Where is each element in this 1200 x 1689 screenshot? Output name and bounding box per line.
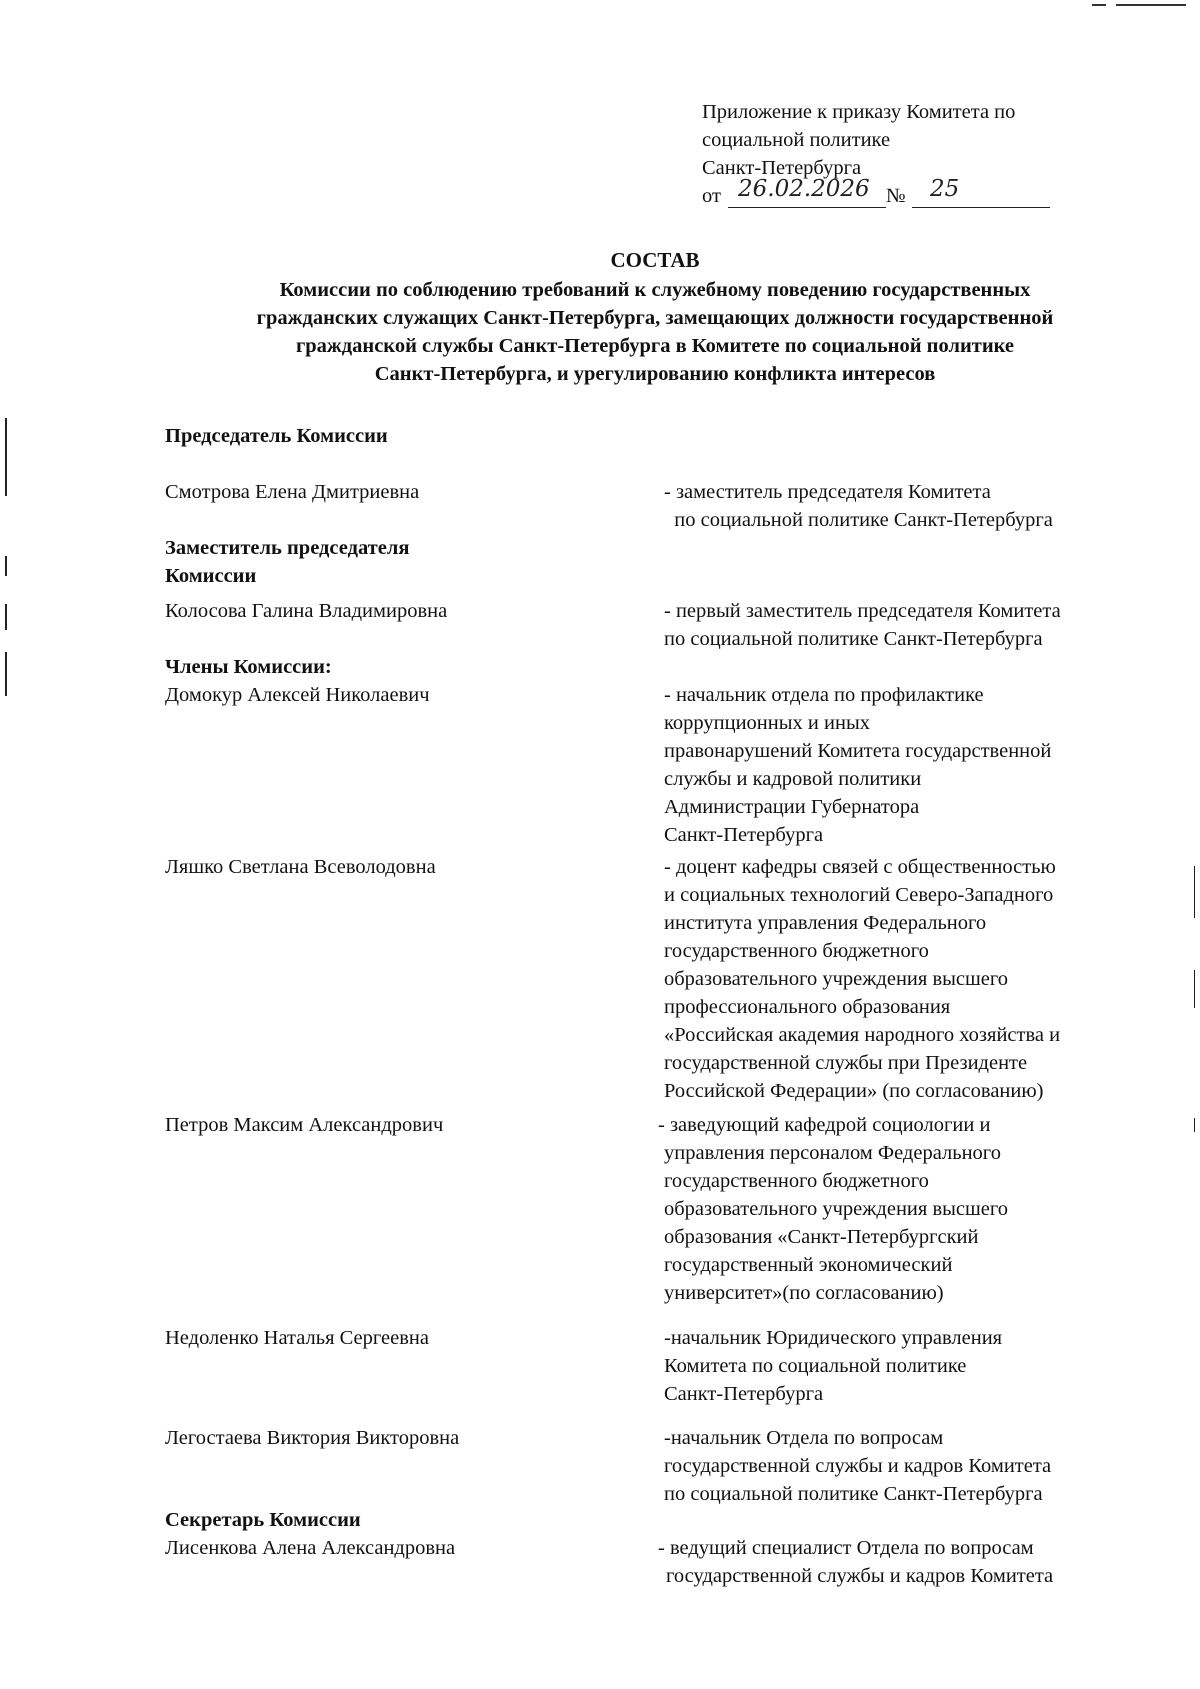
scan-mark-right-2 xyxy=(1194,970,1195,1008)
role-line: службы и кадровой политики xyxy=(664,768,922,790)
role-line: по социальной политике Санкт-Петербурга xyxy=(664,509,1053,531)
deputy-heading-1: Заместитель председателя xyxy=(165,537,410,559)
scan-mark-left-4 xyxy=(5,652,7,696)
role-line: - первый заместитель председателя Комитета xyxy=(664,600,1061,622)
member5-role xyxy=(664,1424,1051,1508)
date-underline xyxy=(728,207,886,208)
member3-role xyxy=(658,1111,1008,1307)
role-line: - начальник отдела по профилактике xyxy=(664,684,984,706)
member1-name: Домокур Алексей Николаевич xyxy=(165,684,430,706)
member3-name: Петров Максим Александрович xyxy=(165,1114,444,1136)
role-line: - заведующий кафедрой социологии и xyxy=(658,1114,991,1136)
role-line: и социальных технологий Северо-Западного xyxy=(664,884,1054,906)
role-line: по социальной политике Санкт-Петербурга xyxy=(664,1483,1043,1505)
deputy-role xyxy=(664,597,1061,653)
role-line: Администрации Губернатора xyxy=(664,796,920,818)
role-line: - доцент кафедры связей с общественностью xyxy=(664,856,1056,878)
scan-mark-left-3 xyxy=(5,604,7,630)
scan-mark-top-1 xyxy=(1092,4,1106,6)
members-heading: Члены Комиссии: xyxy=(165,656,332,678)
role-line: государственной службы и кадров Комитета xyxy=(664,1455,1052,1477)
title-sub-2: гражданских служащих Санкт-Петербурга, замещающих должности государственной xyxy=(256,307,1054,329)
role-line: - ведущий специалист Отдела по вопросам xyxy=(658,1537,1034,1559)
header-line-2: социальной политике xyxy=(702,129,891,151)
role-line: государственного бюджетного xyxy=(664,940,929,962)
role-line: государственный экономический xyxy=(664,1254,953,1276)
scan-mark-right-3 xyxy=(1194,1118,1195,1132)
number-handwritten: 25 xyxy=(930,176,960,202)
number-underline xyxy=(912,207,1050,208)
role-line: государственной службы и кадров Комитета xyxy=(666,1565,1054,1587)
role-line: правонарушений Комитета государственной xyxy=(664,740,1052,762)
member2-role xyxy=(664,853,1060,1105)
date-handwritten: 26.02.2026 xyxy=(738,176,870,202)
member2-name: Ляшко Светлана Всеволодовна xyxy=(165,856,436,878)
scan-mark-left-1 xyxy=(5,418,7,496)
role-line: управления персоналом Федерального xyxy=(664,1142,1001,1164)
chair-heading: Председатель Комиссии xyxy=(165,425,388,447)
role-line: образования «Санкт-Петербургский xyxy=(664,1226,979,1248)
role-line: -начальник Юридического управления xyxy=(664,1327,1003,1349)
scan-mark-left-2 xyxy=(5,556,7,576)
header-line-1: Приложение к приказу Комитета по xyxy=(702,101,1016,123)
title-main: СОСТАВ xyxy=(610,248,700,272)
role-line: профессионального образования xyxy=(664,996,951,1018)
member4-name: Недоленко Наталья Сергеевна xyxy=(165,1327,429,1349)
role-line: - заместитель председателя Комитета xyxy=(664,481,991,503)
header-from-label: от xyxy=(702,185,721,207)
member4-role xyxy=(664,1324,1002,1408)
role-line: государственного бюджетного xyxy=(664,1170,929,1192)
role-line: по социальной политике Санкт-Петербурга xyxy=(664,628,1043,650)
role-line: коррупционных и иных xyxy=(664,712,870,734)
secretary-heading: Секретарь Комиссии xyxy=(165,1509,361,1531)
role-line: -начальник Отдела по вопросам xyxy=(664,1427,944,1449)
role-line: университет»(по согласованию) xyxy=(664,1282,944,1304)
role-line: Комитета по социальной политике xyxy=(664,1355,967,1377)
role-line: образовательного учреждения высшего xyxy=(664,1198,1009,1220)
header-number-label: № xyxy=(886,185,906,207)
role-line: Санкт-Петербурга xyxy=(664,824,824,846)
role-line: государственной службы при Президенте xyxy=(664,1052,1028,1074)
member1-role xyxy=(664,681,1051,849)
role-line: «Российская академия народного хозяйства и xyxy=(664,1024,1061,1046)
title-sub-4: Санкт-Петербурга, и урегулированию конфликта интересов xyxy=(374,363,936,385)
title-sub-1: Комиссии по соблюдению требований к служебному поведению государственных xyxy=(279,279,1031,301)
secretary-role xyxy=(658,1534,1053,1590)
secretary-name: Лисенкова Алена Александровна xyxy=(165,1537,456,1559)
scan-mark-right-1 xyxy=(1194,866,1195,918)
role-line: института управления Федерального xyxy=(664,912,987,934)
title-sub-3: гражданской службы Санкт-Петербурга в Комитете по социальной политике xyxy=(295,335,1015,357)
header-line-3: Санкт-Петербурга xyxy=(702,157,862,179)
deputy-heading-2: Комиссии xyxy=(165,565,257,587)
role-line: образовательного учреждения высшего xyxy=(664,968,1009,990)
chair-role xyxy=(664,478,1053,534)
role-line: Российской Федерации» (по согласованию) xyxy=(664,1080,1044,1102)
chair-name: Смотрова Елена Дмитриевна xyxy=(165,481,420,503)
role-line: Санкт-Петербурга xyxy=(664,1383,824,1405)
deputy-name: Колосова Галина Владимировна xyxy=(165,600,448,622)
scan-mark-top-2 xyxy=(1116,4,1186,6)
member5-name: Легостаева Виктория Викторовна xyxy=(165,1427,460,1449)
